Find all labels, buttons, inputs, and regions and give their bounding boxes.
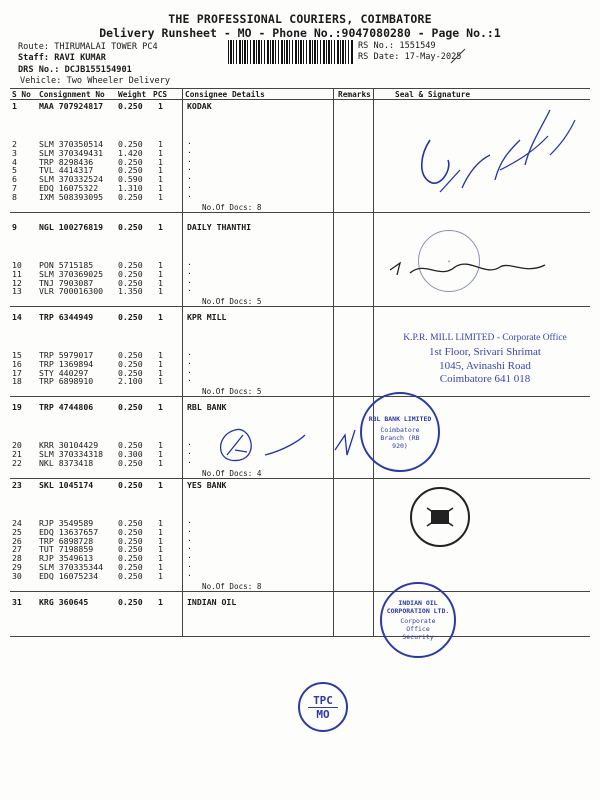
docs-count: No.Of Docs: 8: [202, 202, 262, 212]
row-weight: 0.250: [118, 480, 143, 490]
row-weight: 0.250: [118, 402, 143, 412]
row-sno: 23: [12, 480, 22, 490]
row-consignment-no: TRP 6898728: [39, 535, 94, 546]
row-consignee-dot: .: [187, 364, 192, 375]
kpr-stamp-line3: 1045, Avinashi Road: [439, 360, 531, 372]
row-consignment-no: TRP 5979017: [39, 350, 94, 360]
row-sno: 16: [12, 358, 22, 369]
row-consignment-no: TVL 4414317: [39, 165, 94, 176]
row-sno: 7: [12, 183, 17, 193]
row-pcs: 1: [158, 440, 163, 450]
yes-bank-stamp: [410, 487, 470, 547]
row-weight: 0.250: [118, 165, 143, 176]
row-weight: 0.250: [118, 268, 143, 279]
row-sno: 24: [12, 518, 22, 528]
row-consignment-no: RJP 3549613: [39, 553, 94, 564]
row-consignment-no: SLM 370349431: [39, 147, 104, 158]
row-sno: 1: [12, 101, 17, 111]
row-consignment-no: PON 5715185: [39, 260, 94, 270]
row-consignment-no: EDQ 16075322: [39, 183, 99, 193]
row-pcs: 1: [158, 174, 163, 185]
kpr-stamp-line2: 1st Floor, Srivari Shrimat: [428, 346, 541, 358]
docs-count: No.Of Docs: 4: [202, 468, 262, 478]
row-consignee-dot: .: [187, 274, 192, 285]
row-sno: 21: [12, 448, 22, 459]
row-pcs: 1: [158, 544, 163, 555]
row-sno: 25: [12, 526, 22, 537]
row-weight: 0.250: [118, 358, 143, 369]
row-pcs: 1: [158, 480, 163, 490]
row-pcs: 1: [158, 191, 163, 202]
vehicle-label: Vehicle: Two Wheeler Delivery: [20, 76, 171, 86]
row-consignee-dot: .: [187, 136, 192, 146]
row-consignment-no: KRR 30104429: [39, 440, 99, 450]
row-weight: 0.250: [118, 367, 143, 378]
row-consignment-no: SLM 370334318: [39, 448, 104, 459]
row-consignee-dot: .: [187, 445, 192, 456]
row-sno: 5: [12, 165, 17, 176]
row-pcs: 1: [158, 367, 163, 378]
row-consignment-no: NGL 100276819: [39, 222, 104, 232]
row-consignee-dot: .: [187, 283, 192, 294]
rbl-signature: [205, 410, 365, 470]
tpc-stamp-top: TPC: [313, 693, 333, 707]
rs-number: RS No.: 1551549: [358, 41, 436, 51]
row-consignee-dot: .: [187, 373, 192, 384]
consignee-name: KODAK: [187, 101, 212, 111]
row-consignee-dot: .: [187, 188, 192, 199]
row-consignee-dot: .: [187, 523, 192, 534]
row-weight: 0.250: [118, 518, 143, 528]
row-weight: 2.100: [118, 376, 143, 387]
col-pcs: PCS: [153, 90, 168, 99]
row-pcs: 1: [158, 139, 163, 149]
row-sno: 30: [12, 570, 22, 581]
row-pcs: 1: [158, 526, 163, 537]
row-pcs: 1: [158, 286, 163, 297]
kpr-stamp-line1: K.P.R. MILL LIMITED - Corporate Office: [403, 333, 567, 343]
row-weight: 1.420: [118, 147, 143, 158]
row-pcs: 1: [158, 165, 163, 176]
indian-oil-ring-text: INDIAN OIL CORPORATION LTD.: [386, 599, 450, 615]
daily-thanthi-signature: [385, 255, 555, 285]
row-consignee-dot: .: [187, 567, 192, 578]
row-pcs: 1: [158, 518, 163, 528]
row-pcs: 1: [158, 457, 163, 468]
row-consignment-no: TNJ 7903087: [39, 277, 94, 288]
yes-bank-stamp-mark: [425, 502, 455, 532]
row-pcs: 1: [158, 350, 163, 360]
row-consignment-no: IXM 508393095: [39, 191, 104, 202]
row-weight: 0.250: [118, 553, 143, 564]
rs-date: RS Date: 17-May-2025: [358, 52, 462, 62]
row-consignee-dot: .: [187, 355, 192, 366]
row-consignee-dot: .: [187, 532, 192, 543]
row-sno: 13: [12, 286, 22, 297]
row-pcs: 1: [158, 183, 163, 193]
row-pcs: 1: [158, 268, 163, 279]
row-weight: 0.250: [118, 457, 143, 468]
row-consignee-dot: .: [187, 162, 192, 173]
row-consignment-no: TUT 7198859: [39, 544, 94, 555]
row-sno: 26: [12, 535, 22, 546]
row-consignment-no: NKL 8373418: [39, 457, 94, 468]
col-consignment: Consignment No: [39, 90, 105, 99]
row-pcs: 1: [158, 312, 163, 322]
row-consignment-no: MAA 707924817: [39, 101, 104, 111]
runsheet-subtitle: Delivery Runsheet - MO - Phone No.:9047080280 - Page No.:1: [99, 26, 501, 40]
row-pcs: 1: [158, 535, 163, 546]
group-separator: [10, 478, 590, 479]
row-sno: 17: [12, 367, 22, 378]
tpc-stamp-bottom: MO: [316, 707, 330, 721]
row-sno: 31: [12, 597, 22, 607]
row-sno: 8: [12, 191, 17, 202]
row-weight: 0.250: [118, 526, 143, 537]
col-remarks: Remarks: [338, 90, 371, 99]
kpr-stamp-line4: Coimbatore 641 018: [439, 373, 531, 385]
row-pcs: 1: [158, 277, 163, 288]
row-sno: 18: [12, 376, 22, 387]
col-consignee: Consignee Details: [185, 90, 265, 99]
row-consignment-no: SLM 370332524: [39, 174, 104, 185]
row-sno: 12: [12, 277, 22, 288]
docs-count: No.Of Docs: 5: [202, 387, 262, 397]
row-consignment-no: EDQ 16075234: [39, 570, 99, 581]
row-pcs: 1: [158, 402, 163, 412]
row-pcs: 1: [158, 358, 163, 369]
row-pcs: 1: [158, 553, 163, 564]
row-consignee-dot: .: [187, 257, 192, 267]
row-weight: 1.310: [118, 183, 143, 193]
row-consignment-no: TRP 1369894: [39, 358, 94, 369]
row-pcs: 1: [158, 570, 163, 581]
col-sno: S No: [12, 90, 31, 99]
row-consignee-dot: .: [187, 347, 192, 357]
kodak-signature: [400, 100, 590, 200]
row-consignee-dot: .: [187, 515, 192, 525]
row-weight: 0.250: [118, 156, 143, 167]
row-pcs: 1: [158, 147, 163, 158]
row-sno: 11: [12, 268, 22, 279]
row-weight: 0.250: [118, 277, 143, 288]
row-weight: 0.300: [118, 448, 143, 459]
row-weight: 0.250: [118, 544, 143, 555]
row-sno: 6: [12, 174, 17, 185]
group-separator: [10, 212, 590, 213]
row-weight: 0.590: [118, 174, 143, 185]
row-sno: 29: [12, 562, 22, 572]
row-weight: 0.250: [118, 535, 143, 546]
row-sno: 10: [12, 260, 22, 270]
row-consignee-dot: .: [187, 171, 192, 182]
col-weight: Weight: [118, 90, 147, 99]
consignee-name: YES BANK: [187, 480, 227, 490]
row-consignee-dot: .: [187, 437, 192, 447]
row-consignee-dot: .: [187, 541, 192, 552]
row-consignment-no: SLM 370335344: [39, 562, 104, 572]
row-sno: 14: [12, 312, 22, 322]
row-consignment-no: SKL 1045174: [39, 480, 94, 490]
row-weight: 0.250: [118, 350, 143, 360]
tpc-mo-stamp: [298, 682, 348, 732]
row-weight: 0.250: [118, 191, 143, 202]
row-consignment-no: TRP 8298436: [39, 156, 94, 167]
row-sno: 3: [12, 147, 17, 158]
group-separator: [10, 591, 590, 592]
row-sno: 22: [12, 457, 22, 468]
row-consignee-dot: .: [187, 144, 192, 155]
rbl-stamp-ring-text: RBL BANK LIMITED: [368, 414, 432, 423]
row-consignment-no: SLM 370350514: [39, 139, 104, 149]
row-pcs: 1: [158, 448, 163, 459]
row-consignment-no: TRP 6344949: [39, 312, 94, 322]
row-weight: 0.250: [118, 101, 143, 111]
row-consignment-no: STY 440297: [39, 367, 89, 378]
consignee-name: DAILY THANTHI: [187, 222, 252, 232]
row-sno: 15: [12, 350, 22, 360]
row-pcs: 1: [158, 562, 163, 572]
row-pcs: 1: [158, 156, 163, 167]
docs-count: No.Of Docs: 8: [202, 581, 262, 591]
row-sno: 28: [12, 553, 22, 564]
group-separator: [10, 306, 590, 307]
row-sno: 19: [12, 402, 22, 412]
row-consignment-no: EDQ 13637657: [39, 526, 99, 537]
consignee-name: KPR MILL: [187, 312, 227, 322]
row-pcs: 1: [158, 260, 163, 270]
rbl-stamp-inner-text: Coimbatore Branch (RB 920): [380, 425, 420, 450]
row-consignment-no: RJP 3549589: [39, 518, 94, 528]
row-consignment-no: KRG 360645: [39, 597, 89, 607]
row-weight: 0.250: [118, 597, 143, 607]
row-consignment-no: VLR 700016300: [39, 286, 104, 297]
row-sno: 4: [12, 156, 17, 167]
row-consignment-no: SLM 370369025: [39, 268, 104, 279]
indian-oil-stamp: [380, 582, 456, 658]
row-consignee-dot: .: [187, 559, 192, 569]
row-pcs: 1: [158, 376, 163, 387]
drs-label: DRS No.: DCJB155154901: [18, 65, 132, 75]
indian-oil-inner-text: Corporate Office Security: [400, 617, 436, 641]
staff-label: Staff: RAVI KUMAR: [18, 53, 106, 63]
row-pcs: 1: [158, 597, 163, 607]
consignee-name: RBL BANK: [187, 402, 227, 412]
route-label: Route: THIRUMALAI TOWER PC4: [18, 42, 158, 52]
company-title: THE PROFESSIONAL COURIERS, COIMBATORE: [168, 12, 432, 26]
col-seal-signature: Seal & Signature: [395, 90, 471, 99]
row-sno: 9: [12, 222, 17, 232]
row-consignment-no: TRP 4744806: [39, 402, 94, 412]
row-consignee-dot: .: [187, 454, 192, 465]
docs-count: No.Of Docs: 5: [202, 297, 262, 307]
row-weight: 0.250: [118, 440, 143, 450]
row-weight: 1.350: [118, 286, 143, 297]
row-sno: 2: [12, 139, 17, 149]
row-pcs: 1: [158, 222, 163, 232]
row-consignee-dot: .: [187, 153, 192, 164]
row-consignee-dot: .: [187, 265, 192, 276]
row-consignee-dot: .: [187, 180, 192, 190]
row-sno: 27: [12, 544, 22, 555]
row-pcs: 1: [158, 101, 163, 111]
row-weight: 0.250: [118, 312, 143, 322]
row-weight: 0.250: [118, 139, 143, 149]
row-weight: 0.250: [118, 260, 143, 270]
row-weight: 0.250: [118, 222, 143, 232]
group-separator: [10, 396, 590, 397]
consignee-name: INDIAN OIL: [187, 597, 237, 607]
table-bottom-border: [10, 636, 590, 637]
rbl-bank-stamp: [360, 392, 440, 472]
daily-thanthi-stamp: ✦: [418, 230, 480, 292]
row-consignment-no: TRP 6898910: [39, 376, 94, 387]
row-sno: 20: [12, 440, 22, 450]
row-weight: 0.250: [118, 562, 143, 572]
row-consignee-dot: .: [187, 550, 192, 561]
row-weight: 0.250: [118, 570, 143, 581]
